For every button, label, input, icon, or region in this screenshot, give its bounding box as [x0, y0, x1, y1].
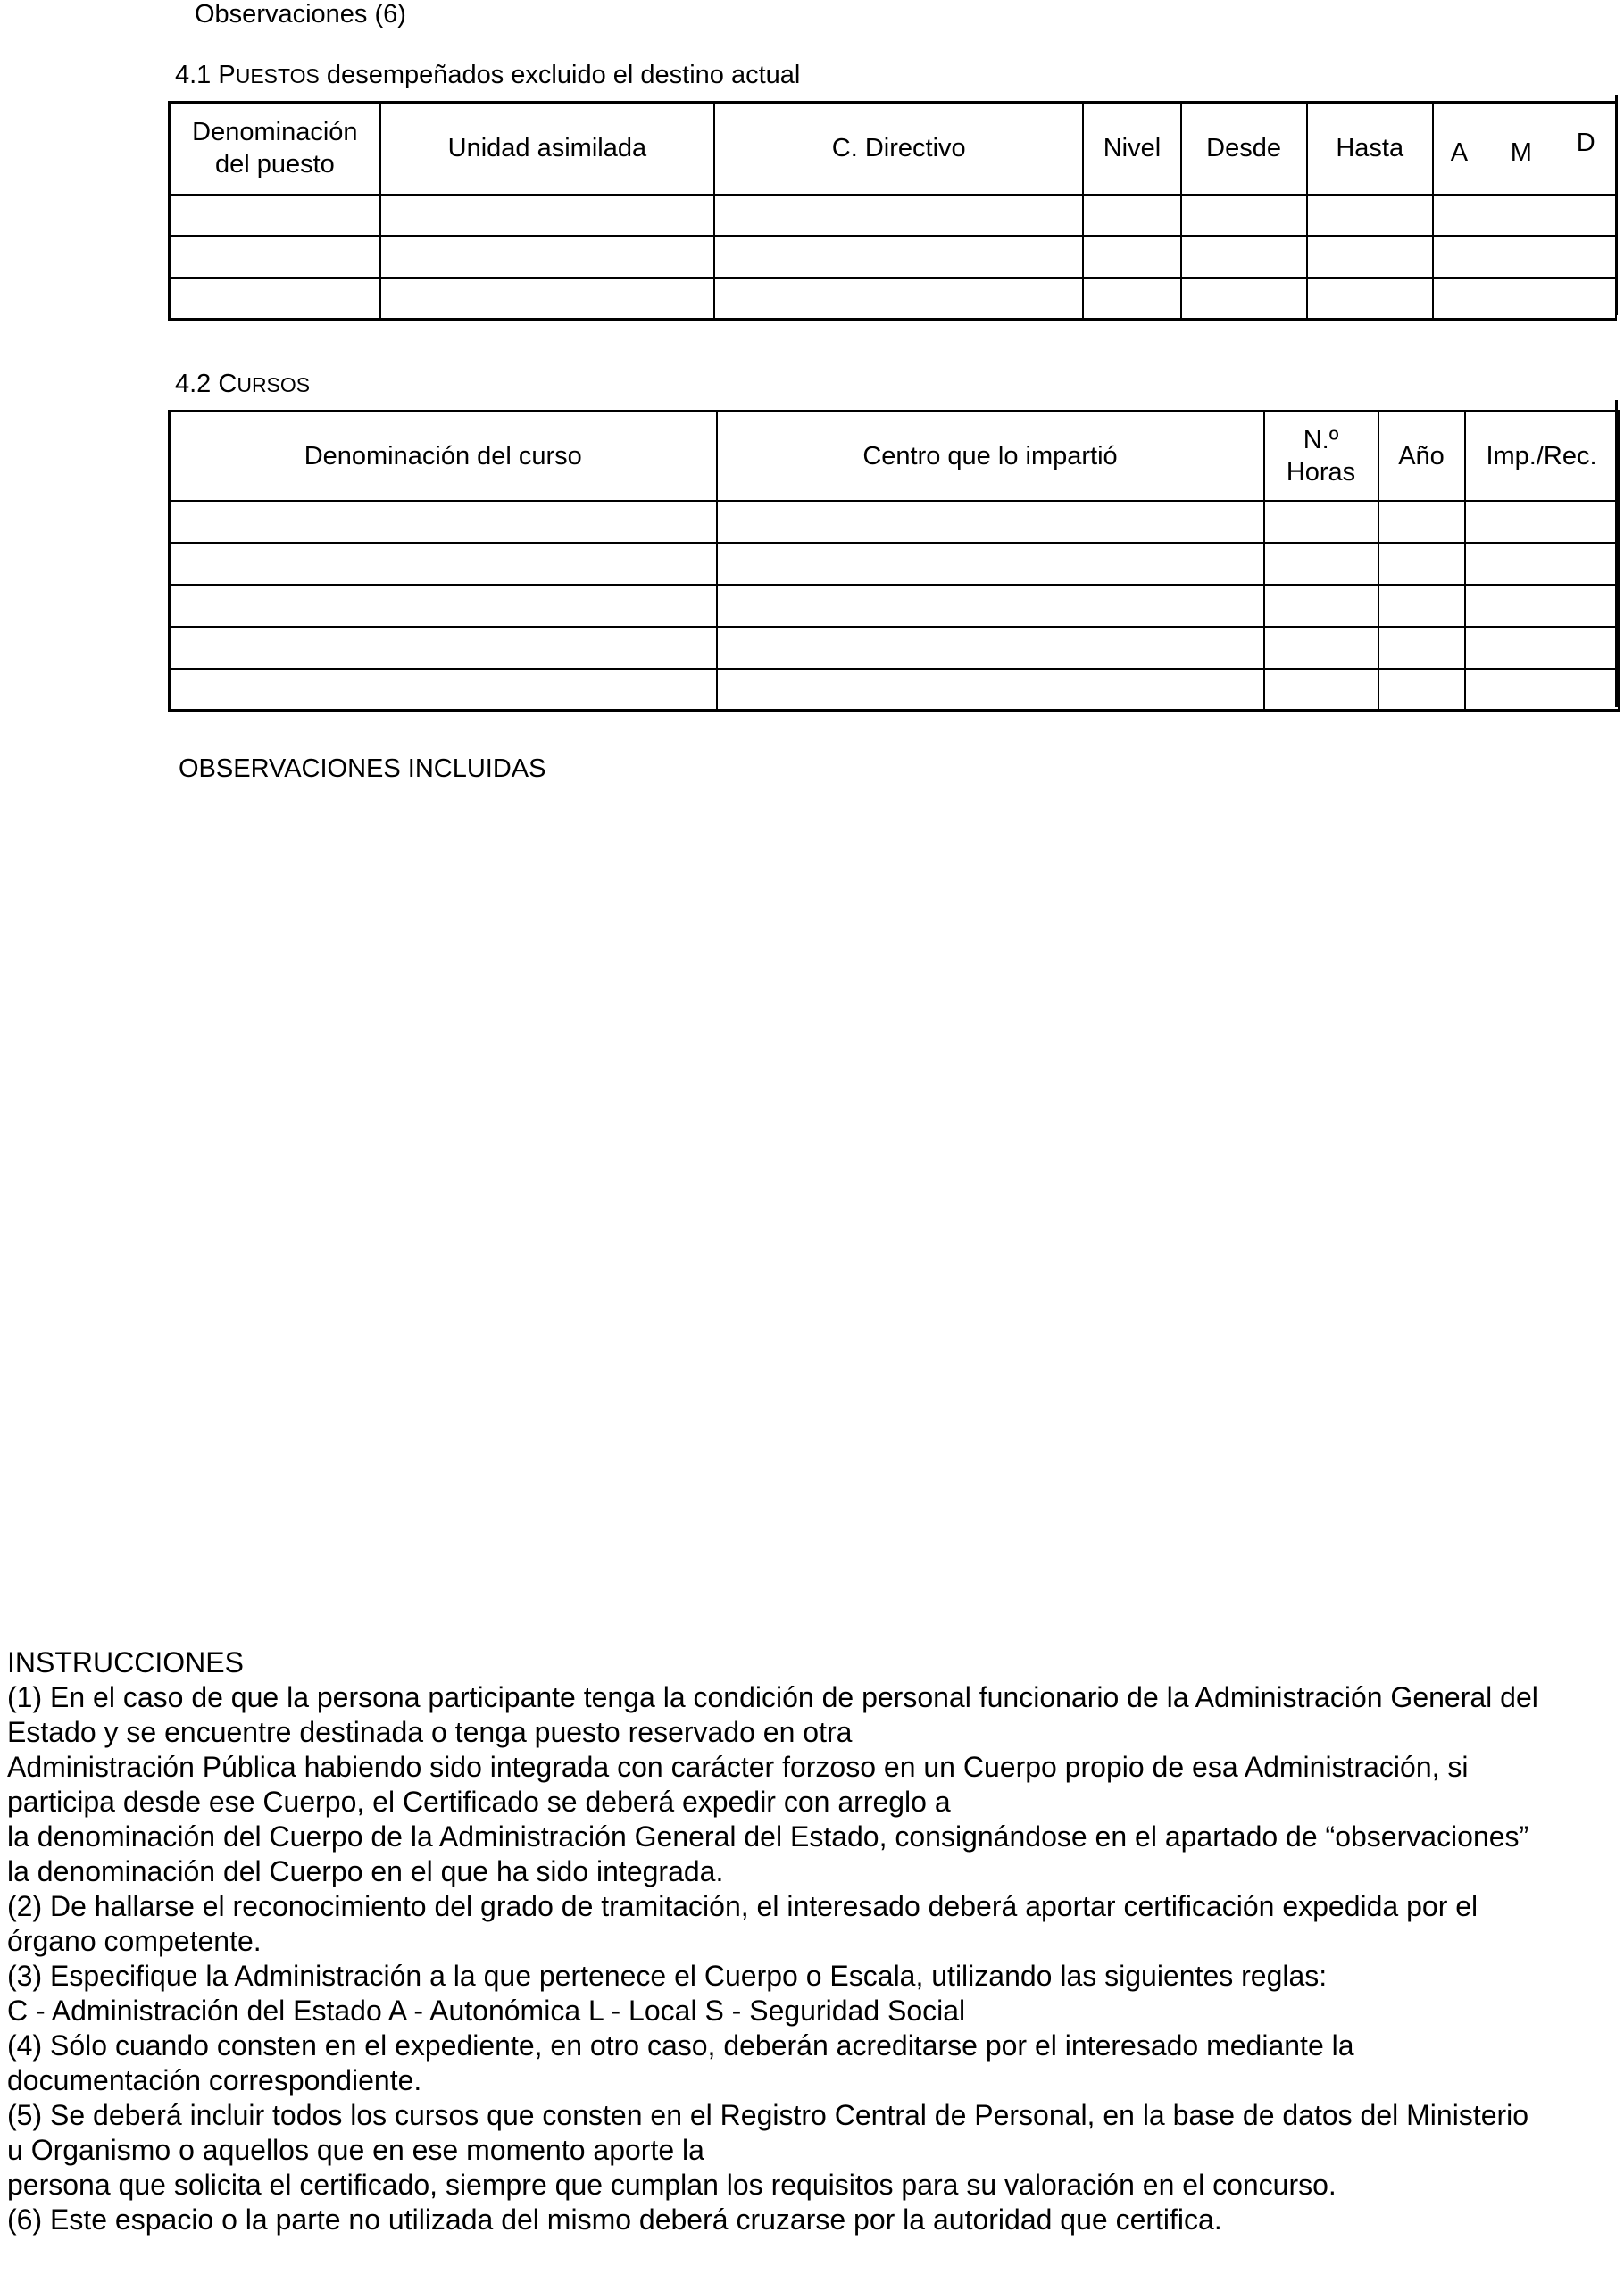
instruction-line: documentación correspondiente.	[7, 2064, 422, 2096]
table-cell[interactable]	[170, 236, 380, 278]
table-cell[interactable]	[1433, 236, 1616, 278]
col-denominacion-line1: Denominación	[192, 118, 358, 147]
table-cell[interactable]	[170, 543, 717, 585]
table-row	[170, 585, 1619, 627]
puestos-header-row	[170, 103, 1617, 195]
cursos-header-row	[170, 412, 1619, 501]
col-anio: Año	[1378, 412, 1465, 501]
table-cell[interactable]	[1083, 195, 1180, 236]
instruction-line: Administración Pública habiendo sido integrada con carácter forzoso en un Cuerpo propio de esa Administración, si	[7, 1751, 1469, 1783]
instruction-line: (1) En el caso de que la persona participante tenga la condición de personal funcionario de la Administración General del	[7, 1681, 1538, 1713]
table-row	[170, 501, 1619, 543]
instruction-line: persona que solicita el certificado, siempre que cumplan los requisitos para su valoración en el concurso.	[7, 2169, 1337, 2201]
table-cell[interactable]	[380, 195, 714, 236]
cursos-title-smallcaps: URSOS	[237, 373, 311, 396]
table-cell[interactable]	[380, 278, 714, 320]
table-row	[170, 669, 1619, 711]
table-cell[interactable]	[1378, 627, 1465, 669]
instruction-line: (5) Se deberá incluir todos los cursos que consten en el Registro Central de Personal, en la base de datos del Ministerio	[7, 2099, 1529, 2131]
col-denominacion-line2: del puesto	[214, 150, 335, 179]
table-row	[170, 195, 1617, 236]
table-cell[interactable]	[1181, 195, 1307, 236]
table-cell[interactable]	[1433, 278, 1616, 320]
table-cell[interactable]	[1465, 627, 1619, 669]
table-row	[170, 236, 1617, 278]
table-cell[interactable]	[170, 627, 717, 669]
table-cell[interactable]	[1307, 278, 1433, 320]
table-cell[interactable]	[1264, 585, 1378, 627]
table-cell[interactable]	[1465, 669, 1619, 711]
instruction-line: (2) De hallarse el reconocimiento del grado de tramitación, el interesado deberá aportar certificación expedida por el	[7, 1890, 1478, 1922]
instruction-line: la denominación del Cuerpo de la Administración General del Estado, consignándose en el apartado de “observaciones”	[7, 1820, 1529, 1853]
table-cell[interactable]	[170, 669, 717, 711]
table-cell[interactable]	[717, 627, 1264, 669]
table-cell[interactable]	[1433, 195, 1616, 236]
instruction-line: la denominación del Cuerpo en el que ha sido integrada.	[7, 1855, 724, 1887]
table-cell[interactable]	[714, 278, 1083, 320]
col-imp-rec: Imp./Rec.	[1465, 412, 1619, 501]
col-hasta: Hasta	[1307, 103, 1433, 195]
col-a: A	[1450, 138, 1469, 167]
cursos-section-title	[175, 370, 310, 399]
col-desde: Desde	[1181, 103, 1307, 195]
puestos-title-prefix: 4.1 P	[175, 61, 236, 89]
table-cell[interactable]	[1264, 627, 1378, 669]
table-cell[interactable]	[1465, 501, 1619, 543]
col-centro: Centro que lo impartió	[717, 412, 1264, 501]
table-cell[interactable]	[170, 585, 717, 627]
table-cell[interactable]	[1264, 501, 1378, 543]
table-cell[interactable]	[1378, 501, 1465, 543]
instrucciones-block	[7, 1645, 1614, 2237]
col-denominacion-puesto	[170, 103, 380, 195]
table-cell[interactable]	[1465, 585, 1619, 627]
col-horas-line1: N.º	[1303, 425, 1339, 454]
table-cell[interactable]	[1378, 543, 1465, 585]
col-amd	[1433, 103, 1616, 195]
instruction-line: órgano competente.	[7, 1925, 262, 1957]
col-c-directivo: C. Directivo	[714, 103, 1083, 195]
col-d: D	[1576, 129, 1595, 157]
instruction-line: C - Administración del Estado A - Autonómica L - Local S - Seguridad Social	[7, 1995, 966, 2027]
table-cell[interactable]	[1083, 278, 1180, 320]
table-cell[interactable]	[1378, 585, 1465, 627]
table-cell[interactable]	[1307, 195, 1433, 236]
instruction-line: (6) Este espacio o la parte no utilizada del mismo deberá cruzarse por la autoridad que certifica.	[7, 2203, 1222, 2236]
table-cell[interactable]	[717, 543, 1264, 585]
instruction-line: u Organismo o aquellos que en ese momento aporte la	[7, 2134, 704, 2166]
cursos-right-rule	[1615, 400, 1618, 707]
instrucciones-title: INSTRUCCIONES	[7, 1646, 244, 1678]
table-cell[interactable]	[1181, 278, 1307, 320]
table-cell[interactable]	[170, 278, 380, 320]
col-horas-line2: Horas	[1286, 457, 1356, 487]
table-cell[interactable]	[717, 501, 1264, 543]
cursos-title-prefix: 4.2 C	[175, 370, 237, 398]
table-cell[interactable]	[1264, 669, 1378, 711]
table-cell[interactable]	[380, 236, 714, 278]
table-cell[interactable]	[1307, 236, 1433, 278]
observaciones-label: Observaciones (6)	[195, 0, 406, 29]
puestos-title-smallcaps: UESTOS	[235, 64, 320, 87]
table-row	[170, 543, 1619, 585]
puestos-section-title	[175, 61, 800, 90]
table-row	[170, 627, 1619, 669]
table-cell[interactable]	[1181, 236, 1307, 278]
table-cell[interactable]	[714, 236, 1083, 278]
col-m: M	[1510, 138, 1532, 167]
cursos-table	[168, 410, 1620, 712]
table-cell[interactable]	[1083, 236, 1180, 278]
instruction-line: (4) Sólo cuando consten en el expediente, en otro caso, deberán acreditarse por el interesado mediante la	[7, 2029, 1354, 2062]
table-cell[interactable]	[1465, 543, 1619, 585]
col-denominacion-curso: Denominación del curso	[170, 412, 717, 501]
table-cell[interactable]	[1264, 543, 1378, 585]
table-cell[interactable]	[717, 669, 1264, 711]
instruction-line: (3) Especifique la Administración a la que pertenece el Cuerpo o Escala, utilizando las siguientes reglas:	[7, 1960, 1328, 1992]
table-cell[interactable]	[714, 195, 1083, 236]
instruction-line: Estado y se encuentre destinada o tenga puesto reservado en otra	[7, 1716, 853, 1748]
table-cell[interactable]	[717, 585, 1264, 627]
puestos-table	[168, 101, 1617, 321]
table-cell[interactable]	[170, 501, 717, 543]
table-cell[interactable]	[170, 195, 380, 236]
col-nivel: Nivel	[1083, 103, 1180, 195]
col-unidad-asimilada: Unidad asimilada	[380, 103, 714, 195]
puestos-right-rule	[1615, 95, 1618, 315]
puestos-title-rest: desempeñados excluido el destino actual	[319, 61, 801, 89]
table-row	[170, 278, 1617, 320]
observaciones-incluidas-label: OBSERVACIONES INCLUIDAS	[179, 754, 546, 783]
table-cell[interactable]	[1378, 669, 1465, 711]
instruction-line: participa desde ese Cuerpo, el Certificado se deberá expedir con arreglo a	[7, 1786, 951, 1818]
col-n-horas	[1264, 412, 1378, 501]
